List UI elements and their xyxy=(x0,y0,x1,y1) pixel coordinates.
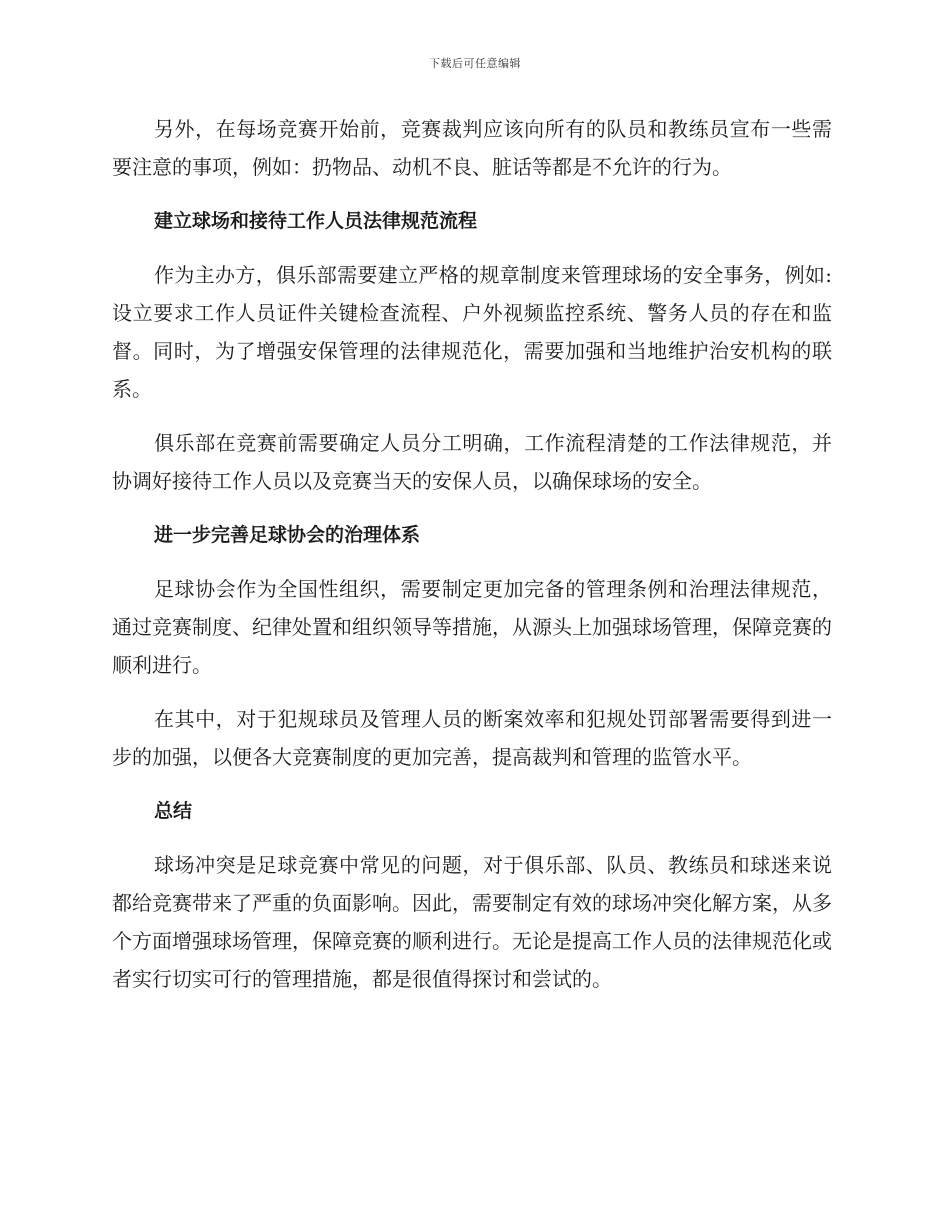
paragraph-club-regulations: 作为主办方，俱乐部需要建立严格的规章制度来管理球场的安全事务，例如: 设立要求工作人员证件关键检查流程、户外视频监控系统、警务人员的存在和监督。同时，为了增强安保管理的法律规范化，需要加强和当地维护治安机构的联系。 xyxy=(112,263,832,401)
section-heading-stadium-staff-rules: 建立球场和接待工作人员法律规范流程 xyxy=(154,210,478,232)
paragraph-association-rules: 足球协会作为全国性组织，需要制定更加完备的管理条例和治理法律规范，通过竞赛制度、纪律处置和组织领导等措施，从源头上加强球场管理，保障竞赛的顺利进行。 xyxy=(112,577,832,677)
page-header-note: 下载后可任意编辑 xyxy=(429,57,521,70)
document-body xyxy=(112,110,832,1014)
paragraph-announcements: 另外，在每场竞赛开始前，竞赛裁判应该向所有的队员和教练员宣布一些需要注意的事项，例如：扔物品、动机不良、脏话等都是不允许的行为。 xyxy=(112,117,832,179)
paragraph-staff-division: 俱乐部在竞赛前需要确定人员分工明确，工作流程清楚的工作法律规范，并协调好接待工作人员以及竞赛当天的安保人员，以确保球场的安全。 xyxy=(112,431,832,493)
section-heading-association-governance: 进一步完善足球协会的治理体系 xyxy=(154,524,421,546)
paragraph-summary: 球场冲突是足球竞赛中常见的问题，对于俱乐部、队员、教练员和球迷来说都给竞赛带来了严重的负面影响。因此，需要制定有效的球场冲突化解方案，从多个方面增强球场管理，保障竞赛的顺利进行。无论是提高工作人员的法律规范化或者实行切实可行的管理措施，都是很值得探讨和尝试的。 xyxy=(112,853,832,991)
paragraph-penalty-efficiency: 在其中，对于犯规球员及管理人员的断案效率和犯规处罚部署需要得到进一步的加强，以便各大竞赛制度的更加完善，提高裁判和管理的监管水平。 xyxy=(112,707,832,769)
section-heading-summary: 总结 xyxy=(154,800,193,822)
